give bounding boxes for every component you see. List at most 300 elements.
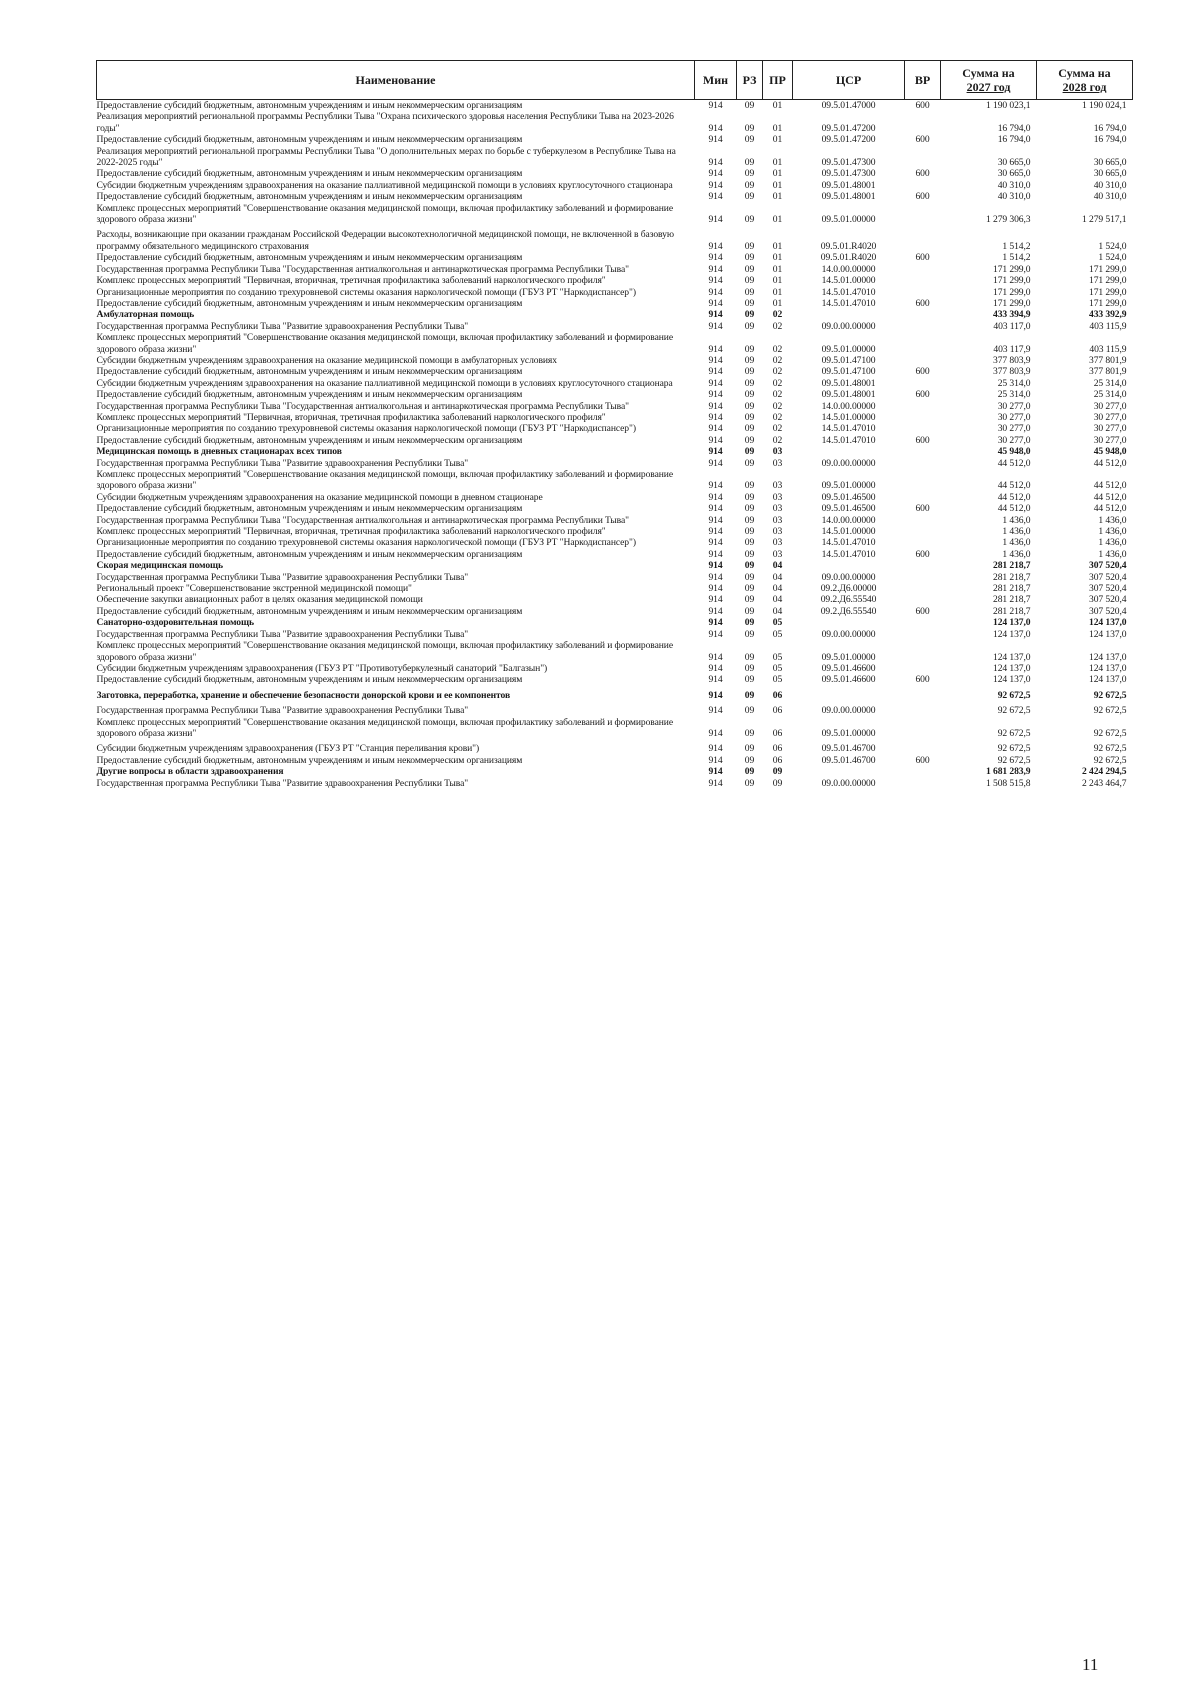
- table-row: [97, 549, 1133, 560]
- cell-sum-2027: 40 310,0: [997, 191, 1031, 203]
- cell-pr: 01: [772, 134, 783, 146]
- cell-sum-2028: 1 279 517,1: [1082, 214, 1127, 226]
- cell-pr: 01: [772, 100, 783, 111]
- cell-name: Государственная программа Республики Тыва "Развитие здравоохранения Республики Тыва": [96, 777, 469, 789]
- cell-vr: [905, 225, 941, 252]
- table-row: [97, 191, 1133, 202]
- cell-name: Организационные мероприятия по созданию трехуровневой системы оказания наркологической помощи (ГБУЗ РТ "Наркодиспансер"): [96, 423, 636, 435]
- cell-rz: 09: [744, 651, 755, 663]
- cell-rz: 09: [744, 754, 755, 766]
- cell-vr: 600: [915, 100, 930, 111]
- cell-sum-2027: 124 137,0: [993, 617, 1031, 629]
- cell-min: 914: [708, 457, 723, 469]
- cell-sum-2028: 1 436,0: [1098, 514, 1127, 526]
- cell-pr: 04: [772, 594, 783, 606]
- cell-min: 914: [708, 628, 723, 640]
- cell-name: Организационные мероприятия по созданию трехуровневой системы оказания наркологической помощи (ГБУЗ РТ "Наркодиспансер"): [96, 286, 636, 298]
- cell-vr: 600: [915, 605, 930, 617]
- cell-sum-2027: 403 117,9: [993, 343, 1031, 355]
- cell-sum-2028: 44 512,0: [1093, 480, 1127, 492]
- cell-vr: [905, 321, 941, 332]
- cell-name: Комплекс процессных мероприятий "Первичная, вторичная, третичная профилактика заболеваний наркологического профиля": [96, 526, 606, 538]
- cell-pr: 02: [772, 400, 783, 412]
- cell-pr: 03: [772, 526, 783, 538]
- cell-vr: [905, 309, 941, 320]
- cell-name: Государственная программа Республики Тыва "Развитие здравоохранения Республики Тыва": [96, 628, 469, 640]
- cell-csr: 09.5.01.48001: [821, 179, 876, 191]
- cell-name: Комплекс процессных мероприятий "Совершенствование оказания медицинской помощи, включая профилактику заболеваний и формирование здорового образа жизни": [96, 202, 673, 226]
- cell-min: 914: [708, 583, 723, 595]
- cell-pr: 03: [772, 457, 783, 469]
- table-row: [97, 252, 1133, 263]
- cell-rz: 09: [744, 605, 755, 617]
- cell-name: Медицинская помощь в дневных стационарах всех типов: [96, 446, 342, 458]
- cell-min: 914: [708, 434, 723, 446]
- cell-pr: 05: [772, 617, 783, 629]
- table-row: [97, 766, 1133, 777]
- table-row: [97, 275, 1133, 286]
- table-row: [97, 629, 1133, 640]
- cell-sum-2027: 1 514,2: [1002, 240, 1031, 252]
- cell-vr: [905, 526, 941, 537]
- cell-sum-2027: 433 394,9: [993, 309, 1031, 321]
- cell-sum-2027: 1 436,0: [1002, 537, 1031, 549]
- cell-pr: 04: [772, 560, 783, 572]
- cell-csr: 09.5.01.46600: [821, 662, 876, 674]
- cell-rz: 09: [744, 628, 755, 640]
- cell-vr: 600: [915, 434, 930, 446]
- cell-name: Комплекс процессных мероприятий "Совершенствование оказания медицинской помощи, включая профилактику заболеваний и формирование здорового образа жизни": [96, 469, 673, 492]
- cell-rz: 09: [744, 179, 755, 191]
- cell-sum-2028: 1 436,0: [1098, 526, 1127, 538]
- cell-sum-2027: 1 190 023,1: [986, 100, 1031, 111]
- cell-sum-2027: 16 794,0: [997, 122, 1031, 134]
- table-row: [97, 203, 1133, 226]
- cell-rz: 09: [744, 263, 755, 275]
- cell-sum-2027: 44 512,0: [997, 491, 1031, 503]
- cell-sum-2027: 92 672,5: [997, 705, 1031, 717]
- cell-name: Комплекс процессных мероприятий "Совершенствование оказания медицинской помощи, включая профилактику заболеваний и формирование здорового образа жизни": [96, 716, 673, 739]
- cell-min: 914: [708, 727, 723, 739]
- table-row: [97, 389, 1133, 400]
- cell-pr: 01: [772, 286, 783, 298]
- table-row: [97, 401, 1133, 412]
- cell-name: Заготовка, переработка, хранение и обеспечение безопасности донорской крови и ее компонентов: [96, 689, 511, 701]
- cell-sum-2028: 16 794,0: [1093, 122, 1127, 134]
- cell-rz: 09: [744, 491, 755, 503]
- table-row: [97, 412, 1133, 423]
- cell-rz: 09: [744, 168, 755, 180]
- cell-sum-2028: 92 672,5: [1093, 689, 1127, 701]
- cell-sum-2028: 307 520,4: [1089, 571, 1127, 583]
- table-row: [97, 755, 1133, 766]
- cell-pr: 03: [772, 480, 783, 492]
- cell-sum-2027: 1 436,0: [1002, 526, 1031, 538]
- cell-rz: 09: [744, 514, 755, 526]
- cell-rz: 09: [744, 134, 755, 146]
- cell-sum-2027: 40 310,0: [997, 179, 1031, 191]
- cell-sum-2027: 281 218,7: [993, 594, 1031, 606]
- cell-sum-2028: 124 137,0: [1089, 651, 1127, 663]
- cell-sum-2028: 403 115,9: [1089, 343, 1127, 355]
- cell-sum-2028: 377 801,9: [1089, 366, 1127, 378]
- cell-vr: [905, 332, 941, 355]
- cell-rz: 09: [744, 727, 755, 739]
- cell-name: Другие вопросы в области здравоохранения: [96, 766, 284, 778]
- cell-rz: 09: [744, 503, 755, 515]
- cell-pr: 02: [772, 320, 783, 332]
- header-sum-2027-line1: Сумма на: [962, 66, 1015, 80]
- cell-csr: 09.2.Д6.55540: [820, 605, 877, 617]
- cell-csr: 09.5.01.R4020: [820, 252, 877, 264]
- cell-pr: 01: [772, 157, 783, 169]
- cell-name: Расходы, возникающие при оказании гражданам Российской Федерации высокотехнологичной медицинской помощи, не включенной в базовую программу обязательного медицинского страхования: [96, 229, 674, 252]
- table-row: [97, 332, 1133, 355]
- cell-name: Государственная программа Республики Тыва "Развитие здравоохранения Республики Тыва": [96, 320, 469, 332]
- cell-min: 914: [708, 537, 723, 549]
- cell-min: 914: [708, 263, 723, 275]
- cell-csr: 14.5.01.47010: [821, 537, 876, 549]
- cell-min: 914: [708, 548, 723, 560]
- cell-min: 914: [708, 777, 723, 789]
- table-row: [97, 168, 1133, 179]
- cell-csr: 14.5.01.47010: [821, 423, 876, 435]
- cell-sum-2027: 281 218,7: [993, 560, 1031, 572]
- cell-name: Субсидии бюджетным учреждениям здравоохранения на оказание медицинской помощи в дневном стационаре: [96, 491, 543, 503]
- cell-sum-2027: 30 277,0: [997, 423, 1031, 435]
- cell-vr: [905, 458, 941, 469]
- cell-rz: 09: [744, 446, 755, 458]
- cell-sum-2027: 92 672,5: [997, 754, 1031, 766]
- table-row: [97, 617, 1133, 628]
- cell-csr: 09.5.01.48001: [821, 191, 876, 203]
- cell-sum-2028: 433 392,9: [1089, 309, 1127, 321]
- cell-csr: 09.5.01.00000: [821, 727, 876, 739]
- table-row: [97, 606, 1133, 617]
- table-row: [97, 111, 1133, 134]
- cell-csr: 14.5.01.47010: [821, 434, 876, 446]
- cell-pr: 04: [772, 605, 783, 617]
- cell-sum-2028: 124 137,0: [1089, 674, 1127, 686]
- cell-sum-2027: 124 137,0: [993, 651, 1031, 663]
- cell-sum-2028: 92 672,5: [1093, 727, 1127, 739]
- cell-csr: 09.5.01.46500: [821, 503, 876, 515]
- cell-sum-2027: 45 948,0: [997, 446, 1031, 458]
- cell-pr: 06: [772, 705, 783, 717]
- cell-csr: [793, 766, 905, 777]
- cell-csr: 14.5.01.47010: [821, 286, 876, 298]
- cell-name: Субсидии бюджетным учреждениям здравоохранения на оказание паллиативной медицинской помощи в условиях круглосуточного стационара: [96, 377, 673, 389]
- cell-name: Государственная программа Республики Тыва "Развитие здравоохранения Республики Тыва": [96, 571, 469, 583]
- cell-min: 914: [708, 560, 723, 572]
- cell-sum-2027: 30 277,0: [997, 400, 1031, 412]
- header-sum-2028-line2: 2028 год: [1062, 80, 1107, 94]
- cell-name: Государственная программа Республики Тыва "Развитие здравоохранения Республики Тыва": [96, 705, 469, 717]
- cell-sum-2028: 44 512,0: [1093, 491, 1127, 503]
- cell-sum-2027: 30 665,0: [997, 168, 1031, 180]
- cell-csr: 09.5.01.46700: [821, 743, 876, 755]
- cell-name: Предоставление субсидий бюджетным, автономным учреждениям и иным некоммерческим организациям: [96, 503, 523, 515]
- cell-vr: 600: [915, 674, 930, 686]
- cell-min: 914: [708, 275, 723, 287]
- cell-pr: 03: [772, 491, 783, 503]
- cell-min: 914: [708, 377, 723, 389]
- cell-name: Организационные мероприятия по созданию трехуровневой системы оказания наркологической помощи (ГБУЗ РТ "Наркодиспансер"): [96, 537, 636, 549]
- cell-pr: 02: [772, 309, 783, 321]
- cell-csr: 09.5.01.48001: [821, 389, 876, 401]
- cell-rz: 09: [744, 583, 755, 595]
- cell-pr: 01: [772, 275, 783, 287]
- cell-vr: [905, 423, 941, 434]
- cell-pr: 04: [772, 571, 783, 583]
- cell-sum-2027: 30 277,0: [997, 434, 1031, 446]
- cell-min: 914: [708, 754, 723, 766]
- cell-rz: 09: [744, 571, 755, 583]
- cell-vr: [905, 717, 941, 740]
- cell-pr: 01: [772, 122, 783, 134]
- cell-sum-2027: 92 672,5: [997, 743, 1031, 755]
- cell-rz: 09: [744, 275, 755, 287]
- cell-sum-2028: 40 310,0: [1093, 179, 1127, 191]
- cell-min: 914: [708, 354, 723, 366]
- cell-pr: 01: [772, 297, 783, 309]
- cell-name: Государственная программа Республики Тыва "Государственная антиалкогольная и антинаркотическая программа Республики Тыва": [96, 400, 629, 412]
- cell-csr: [793, 686, 905, 701]
- cell-sum-2027: 25 314,0: [997, 389, 1031, 401]
- cell-csr: 09.5.01.46600: [821, 674, 876, 686]
- cell-min: 914: [708, 617, 723, 629]
- cell-rz: 09: [744, 297, 755, 309]
- cell-min: 914: [708, 651, 723, 663]
- table-row: [97, 435, 1133, 446]
- cell-min: 914: [708, 705, 723, 717]
- cell-rz: 09: [744, 689, 755, 701]
- cell-vr: [905, 617, 941, 628]
- cell-rz: 09: [744, 480, 755, 492]
- cell-csr: 09.0.00.00000: [821, 777, 876, 789]
- cell-min: 914: [708, 157, 723, 169]
- table-row: [97, 180, 1133, 191]
- cell-name: Предоставление субсидий бюджетным, автономным учреждениям и иным некоммерческим организациям: [96, 366, 523, 378]
- cell-csr: 09.5.01.00000: [821, 651, 876, 663]
- cell-sum-2027: 377 803,9: [993, 354, 1031, 366]
- cell-min: 914: [708, 191, 723, 203]
- cell-name: Предоставление субсидий бюджетным, автономным учреждениям и иным некоммерческим организациям: [96, 434, 523, 446]
- cell-sum-2028: 124 137,0: [1089, 628, 1127, 640]
- table-header: [97, 61, 1133, 100]
- cell-vr: [905, 583, 941, 594]
- budget-table: [96, 60, 1133, 789]
- header-rz: РЗ: [737, 61, 763, 100]
- cell-rz: 09: [744, 662, 755, 674]
- cell-vr: [905, 560, 941, 571]
- table-row: [97, 264, 1133, 275]
- cell-pr: 05: [772, 674, 783, 686]
- cell-pr: 05: [772, 662, 783, 674]
- header-sum-2028: [1037, 61, 1133, 100]
- cell-pr: 09: [772, 766, 783, 778]
- cell-csr: 14.5.01.47010: [821, 548, 876, 560]
- cell-csr: 14.0.00.00000: [821, 263, 876, 275]
- cell-sum-2027: 171 299,0: [993, 275, 1031, 287]
- cell-sum-2027: 281 218,7: [993, 605, 1031, 617]
- cell-name: Региональный проект "Совершенствование экстренной медицинской помощи": [96, 583, 412, 595]
- cell-vr: 600: [915, 389, 930, 401]
- cell-vr: [905, 412, 941, 423]
- table-row: [97, 560, 1133, 571]
- cell-min: 914: [708, 571, 723, 583]
- budget-table-sheet: [96, 60, 1132, 789]
- cell-vr: [905, 537, 941, 548]
- header-sum-2028-line1: Сумма на: [1058, 66, 1111, 80]
- cell-sum-2027: 124 137,0: [993, 662, 1031, 674]
- cell-sum-2028: 171 299,0: [1089, 275, 1127, 287]
- cell-csr: 09.5.01.00000: [821, 214, 876, 226]
- cell-name: Субсидии бюджетным учреждениям здравоохранения (ГБУЗ РТ "Станция переливания крови"): [96, 743, 480, 755]
- cell-sum-2027: 171 299,0: [993, 263, 1031, 275]
- cell-pr: 01: [772, 191, 783, 203]
- cell-vr: [905, 264, 941, 275]
- cell-sum-2028: 1 436,0: [1098, 537, 1127, 549]
- cell-min: 914: [708, 446, 723, 458]
- cell-min: 914: [708, 689, 723, 701]
- cell-pr: 05: [772, 651, 783, 663]
- cell-csr: 09.2.Д6.00000: [820, 583, 877, 595]
- cell-name: Предоставление субсидий бюджетным, автономным учреждениям и иным некоммерческим организациям: [96, 548, 523, 560]
- cell-sum-2028: 44 512,0: [1093, 503, 1127, 515]
- table-row: [97, 146, 1133, 169]
- cell-name: Предоставление субсидий бюджетным, автономным учреждениям и иным некоммерческим организациям: [96, 754, 523, 766]
- cell-rz: 09: [744, 252, 755, 264]
- cell-sum-2028: 377 801,9: [1089, 354, 1127, 366]
- cell-rz: 09: [744, 309, 755, 321]
- cell-vr: [905, 766, 941, 777]
- table-row: [97, 663, 1133, 674]
- cell-name: Предоставление субсидий бюджетным, автономным учреждениям и иным некоммерческим организациям: [96, 100, 523, 111]
- cell-sum-2028: 30 277,0: [1093, 434, 1127, 446]
- cell-rz: 09: [744, 617, 755, 629]
- cell-min: 914: [708, 674, 723, 686]
- cell-min: 914: [708, 423, 723, 435]
- header-csr: ЦСР: [793, 61, 905, 100]
- table-row: [97, 423, 1133, 434]
- cell-min: 914: [708, 594, 723, 606]
- cell-csr: 09.0.00.00000: [821, 628, 876, 640]
- header-min: Мин: [695, 61, 737, 100]
- header-sum-2027-line2: 2027 год: [966, 80, 1011, 94]
- cell-sum-2028: 16 794,0: [1093, 134, 1127, 146]
- cell-min: 914: [708, 491, 723, 503]
- cell-pr: 03: [772, 446, 783, 458]
- cell-min: 914: [708, 122, 723, 134]
- cell-sum-2028: 45 948,0: [1093, 446, 1127, 458]
- cell-sum-2027: 44 512,0: [997, 457, 1031, 469]
- cell-min: 914: [708, 134, 723, 146]
- table-row: [97, 458, 1133, 469]
- cell-csr: 14.5.01.00000: [821, 526, 876, 538]
- table-row: [97, 298, 1133, 309]
- cell-rz: 09: [744, 100, 755, 111]
- cell-sum-2028: 307 520,4: [1089, 560, 1127, 572]
- header-vr: ВР: [905, 61, 941, 100]
- cell-csr: 09.2.Д6.55540: [820, 594, 877, 606]
- cell-sum-2028: 307 520,4: [1089, 583, 1127, 595]
- cell-rz: 09: [744, 594, 755, 606]
- cell-pr: 02: [772, 423, 783, 435]
- cell-rz: 09: [744, 122, 755, 134]
- cell-min: 914: [708, 743, 723, 755]
- cell-sum-2028: 1 190 024,1: [1082, 100, 1127, 111]
- cell-pr: 01: [772, 168, 783, 180]
- cell-rz: 09: [744, 214, 755, 226]
- cell-name: Государственная программа Республики Тыва "Государственная антиалкогольная и антинаркотическая программа Республики Тыва": [96, 514, 629, 526]
- cell-sum-2027: 44 512,0: [997, 503, 1031, 515]
- cell-pr: 01: [772, 214, 783, 226]
- cell-min: 914: [708, 297, 723, 309]
- cell-sum-2027: 30 665,0: [997, 157, 1031, 169]
- cell-csr: 09.5.01.00000: [821, 480, 876, 492]
- header-pr: ПР: [763, 61, 793, 100]
- cell-csr: 09.0.00.00000: [821, 571, 876, 583]
- cell-rz: 09: [744, 354, 755, 366]
- table-row: [97, 640, 1133, 663]
- cell-name: Скорая медицинская помощь: [96, 560, 224, 572]
- cell-csr: 14.5.01.00000: [821, 411, 876, 423]
- cell-min: 914: [708, 366, 723, 378]
- cell-csr: 09.5.01.00000: [821, 343, 876, 355]
- cell-min: 914: [708, 411, 723, 423]
- cell-sum-2028: 92 672,5: [1093, 743, 1127, 755]
- cell-vr: [905, 287, 941, 298]
- cell-sum-2028: 171 299,0: [1089, 286, 1127, 298]
- cell-sum-2027: 92 672,5: [997, 727, 1031, 739]
- cell-pr: 01: [772, 263, 783, 275]
- cell-pr: 06: [772, 754, 783, 766]
- cell-csr: [793, 617, 905, 628]
- cell-min: 914: [708, 252, 723, 264]
- table-row: [97, 378, 1133, 389]
- cell-sum-2028: 124 137,0: [1089, 617, 1127, 629]
- cell-vr: 600: [915, 191, 930, 203]
- cell-min: 914: [708, 389, 723, 401]
- cell-rz: 09: [744, 343, 755, 355]
- cell-csr: 09.5.01.47300: [821, 168, 876, 180]
- cell-pr: 02: [772, 434, 783, 446]
- cell-sum-2027: 171 299,0: [993, 286, 1031, 298]
- cell-sum-2028: 1 524,0: [1098, 252, 1127, 264]
- cell-vr: 600: [915, 252, 930, 264]
- cell-pr: 04: [772, 583, 783, 595]
- cell-min: 914: [708, 286, 723, 298]
- cell-vr: 600: [915, 366, 930, 378]
- cell-rz: 09: [744, 766, 755, 778]
- cell-vr: [905, 401, 941, 412]
- cell-name: Государственная программа Республики Тыва "Развитие здравоохранения Республики Тыва": [96, 457, 469, 469]
- cell-sum-2027: 281 218,7: [993, 583, 1031, 595]
- cell-pr: 01: [772, 240, 783, 252]
- cell-vr: [905, 111, 941, 134]
- cell-rz: 09: [744, 705, 755, 717]
- cell-name: Предоставление субсидий бюджетным, автономным учреждениям и иным некоммерческим организациям: [96, 389, 523, 401]
- cell-sum-2028: 92 672,5: [1093, 705, 1127, 717]
- cell-vr: [905, 469, 941, 492]
- cell-rz: 09: [744, 457, 755, 469]
- cell-rz: 09: [744, 777, 755, 789]
- cell-name: Предоставление субсидий бюджетным, автономным учреждениям и иным некоммерческим организациям: [96, 674, 523, 686]
- table-row: [97, 515, 1133, 526]
- table-row: [97, 717, 1133, 740]
- cell-rz: 09: [744, 191, 755, 203]
